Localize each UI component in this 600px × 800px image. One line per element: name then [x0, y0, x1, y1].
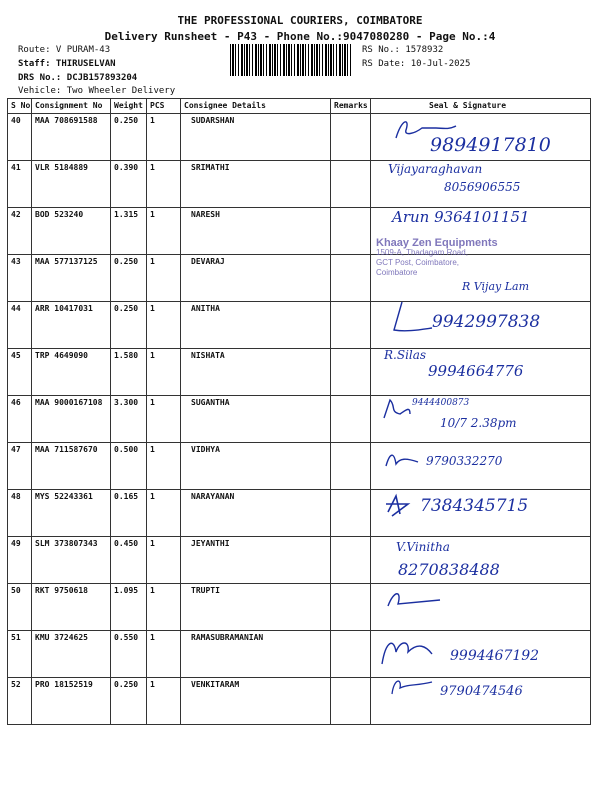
col-remarks: Remarks [331, 99, 371, 114]
row-sno: 50 [8, 584, 32, 631]
row-remarks [331, 396, 371, 443]
row-pcs: 1 [147, 443, 181, 490]
row-consignee-name: SUDARSHAN [181, 114, 331, 161]
table-row [8, 443, 591, 490]
barcode [230, 44, 352, 76]
row-sno: 51 [8, 631, 32, 678]
company-title: THE PROFESSIONAL COURIERS, COIMBATORE [177, 14, 423, 27]
row-weight: 0.500 [111, 443, 147, 490]
row-consignee-name: NARESH [181, 208, 331, 255]
col-consignee: Consignee Details [181, 99, 331, 114]
row-weight: 1.095 [111, 584, 147, 631]
row-pcs: 1 [147, 396, 181, 443]
row-weight: 1.580 [111, 349, 147, 396]
row-consignee-name: VIDHYA [181, 443, 331, 490]
stamp-line2: GCT Post, Coimbatore, [376, 258, 459, 267]
row-remarks [331, 584, 371, 631]
row-consignee-name: DEVARAJ [181, 255, 331, 302]
row-consignment-no: MYS 52243361 [32, 490, 111, 537]
signature-phone: 9790474546 [440, 684, 523, 699]
row-remarks [331, 161, 371, 208]
row-sno: 49 [8, 537, 32, 584]
signature-phone: 9444400873 [412, 398, 470, 408]
runsheet-title: Delivery Runsheet - P43 - Phone No.:9047080280 - Page No.:4 [104, 30, 496, 43]
table-header-row [8, 99, 591, 114]
row-consignment-no: KMU 3724625 [32, 631, 111, 678]
row-weight: 0.250 [111, 255, 147, 302]
signature-scribble [384, 586, 444, 614]
signature-scribble [382, 492, 412, 518]
row-pcs: 1 [147, 114, 181, 161]
row-remarks [331, 349, 371, 396]
signature-name: R.Silas [384, 348, 427, 362]
signature-phone: 9994467192 [450, 648, 540, 664]
row-pcs: 1 [147, 349, 181, 396]
row-sno: 47 [8, 443, 32, 490]
row-consignment-no: MAA 711587670 [32, 443, 111, 490]
row-consignee-name: ANITHA [181, 302, 331, 349]
row-remarks [331, 490, 371, 537]
row-consignee-name: SUGANTHA [181, 396, 331, 443]
signature-phone: 8056906555 [444, 180, 521, 194]
vehicle: Vehicle: Two Wheeler Delivery [18, 86, 176, 96]
signature-scribble [388, 300, 438, 336]
signature-phone: 9994664776 [428, 362, 524, 380]
row-consignment-no: BOD 523240 [32, 208, 111, 255]
signature-scribble [378, 636, 438, 668]
row-remarks [331, 302, 371, 349]
col-signature: Seal & Signature [371, 99, 591, 114]
signature-scribble [388, 674, 438, 698]
stamp-line3: Coimbatore [376, 268, 418, 277]
staff: Staff: THIRUSELVAN [18, 59, 116, 69]
row-sno: 40 [8, 114, 32, 161]
row-remarks [331, 255, 371, 302]
row-weight: 0.250 [111, 302, 147, 349]
row-consignment-no: SLM 373807343 [32, 537, 111, 584]
company-stamp [376, 238, 536, 278]
row-weight: 0.550 [111, 631, 147, 678]
row-consignment-no: MAA 577137125 [32, 255, 111, 302]
row-consignment-no: MAA 9000167108 [32, 396, 111, 443]
row-pcs: 1 [147, 490, 181, 537]
row-sno: 42 [8, 208, 32, 255]
row-weight: 0.250 [111, 678, 147, 725]
signature-phone: 9790332270 [426, 454, 503, 468]
row-consignee-name: TRUPTI [181, 584, 331, 631]
row-weight: 0.450 [111, 537, 147, 584]
row-remarks [331, 208, 371, 255]
row-sno: 41 [8, 161, 32, 208]
row-sno: 44 [8, 302, 32, 349]
row-remarks [331, 443, 371, 490]
row-pcs: 1 [147, 255, 181, 302]
rs-date: RS Date: 10-Jul-2025 [362, 59, 471, 69]
signature-phone: 9942997838 [432, 312, 541, 332]
drs-label: DRS No.: [18, 73, 62, 83]
row-consignee-name: JEYANTHI [181, 537, 331, 584]
row-consignment-no: MAA 708691588 [32, 114, 111, 161]
signature-time: 10/7 2.38pm [440, 416, 517, 430]
row-consignment-no: PRO 18152519 [32, 678, 111, 725]
row-pcs: 1 [147, 584, 181, 631]
row-sno: 52 [8, 678, 32, 725]
stamp-line1: 1509-A, Thadagam Road, [376, 248, 468, 257]
row-sno: 43 [8, 255, 32, 302]
table-row [8, 584, 591, 631]
row-remarks [331, 537, 371, 584]
row-pcs: 1 [147, 161, 181, 208]
row-weight: 0.165 [111, 490, 147, 537]
stamp-name: Khaay Zen Equipments [376, 237, 498, 249]
row-weight: 3.300 [111, 396, 147, 443]
col-weight: Weight [111, 99, 147, 114]
row-consignment-no: TRP 4649090 [32, 349, 111, 396]
drs-value: DCJB157893204 [66, 73, 138, 83]
row-weight: 0.250 [111, 114, 147, 161]
row-consignment-no: ARR 10417031 [32, 302, 111, 349]
signature-scribble [380, 396, 414, 422]
row-weight: 1.315 [111, 208, 147, 255]
row-pcs: 1 [147, 537, 181, 584]
row-remarks [331, 631, 371, 678]
rs-number: RS No.: 1578932 [362, 45, 444, 55]
row-consignee-name: VENKITARAM [181, 678, 331, 725]
row-remarks [331, 114, 371, 161]
row-pcs: 1 [147, 678, 181, 725]
signature-phone: 9894917810 [430, 134, 551, 156]
row-consignment-no: VLR 5184889 [32, 161, 111, 208]
row-consignee-name: RAMASUBRAMANIAN [181, 631, 331, 678]
signature-scribble [382, 450, 422, 470]
drs-number [18, 73, 137, 83]
row-pcs: 1 [147, 631, 181, 678]
row-pcs: 1 [147, 208, 181, 255]
signature-name: V.Vinitha [396, 540, 450, 554]
row-sno: 48 [8, 490, 32, 537]
signature-phone: 8270838488 [398, 560, 500, 579]
signature-name: R Vijay Lam [462, 280, 530, 293]
row-consignee-name: SRIMATHI [181, 161, 331, 208]
row-consignment-no: RKT 9750618 [32, 584, 111, 631]
row-weight: 0.390 [111, 161, 147, 208]
row-sno: 45 [8, 349, 32, 396]
signature-name: Vijayaraghavan [388, 162, 483, 176]
col-sno: S No [8, 99, 32, 114]
row-pcs: 1 [147, 302, 181, 349]
signature-phone: 7384345715 [420, 496, 529, 516]
row-consignee-name: NARAYANAN [181, 490, 331, 537]
row-remarks [331, 678, 371, 725]
route: Route: V PURAM-43 [18, 45, 111, 55]
signature-phone: Arun 9364101151 [392, 208, 530, 226]
table-row [8, 537, 591, 584]
col-pcs: PCS [147, 99, 181, 114]
row-consignee-name: NISHATA [181, 349, 331, 396]
col-consignment: Consignment No [32, 99, 111, 114]
row-sno: 46 [8, 396, 32, 443]
